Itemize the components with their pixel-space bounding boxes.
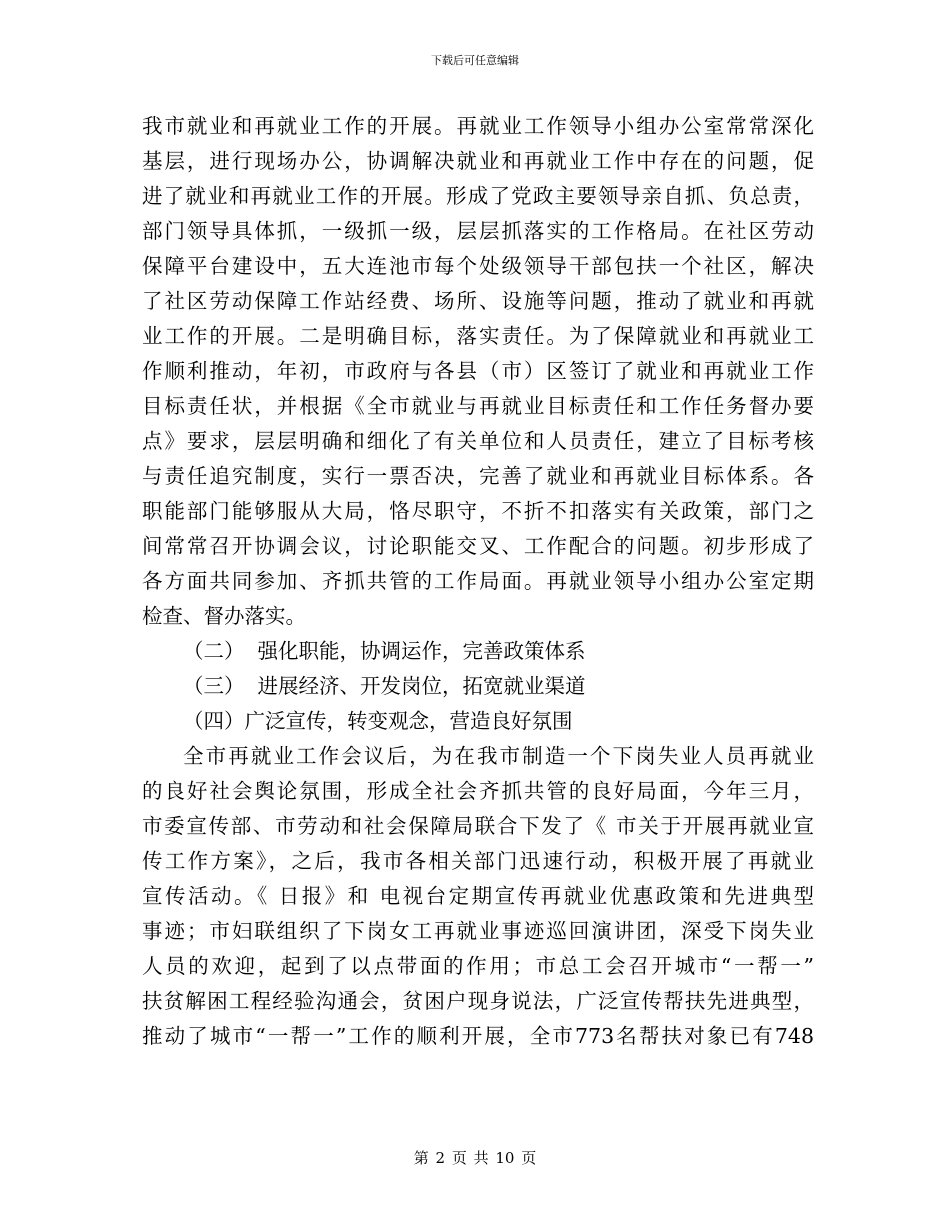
text-line: 的良好社会舆论氛围，形成全社会齐抓共管的良好局面，今年三月，	[142, 779, 814, 803]
page-header: 下载后可任意编辑	[431, 54, 519, 67]
document-body	[142, 109, 814, 1054]
text-line: 事迹；市妇联组织了下岗女工再就业事迹巡回演讲团，深受下岗失业	[142, 919, 814, 943]
text-line: 宣传活动。《 日报》和 电视台定期宣传再就业优惠政策和先进典型	[142, 884, 814, 908]
text-line: 业工作的开展。二是明确目标，落实责任。为了保障就业和再就业工	[142, 324, 814, 348]
text-line: 传工作方案》，之后，我市各相关部门迅速行动，积极开展了再就业	[142, 849, 814, 873]
text-line: 了社区劳动保障工作站经费、场所、设施等问题，推动了就业和再就	[142, 289, 814, 313]
section-heading-4: （四）广泛宣传，转变观念，营造良好氛围	[183, 709, 573, 733]
text-line: 作顺利推动，年初，市政府与各县（市）区签订了就业和再就业工作	[142, 359, 814, 383]
text-line: 基层，进行现场办公，协调解决就业和再就业工作中存在的问题，促	[142, 149, 814, 173]
text-line: 职能部门能够服从大局，恪尽职守，不折不扣落实有关政策，部门之	[142, 499, 814, 523]
text-line: 全市再就业工作会议后，为在我市制造一个下岗失业人员再就业	[183, 744, 814, 768]
paragraph-2	[142, 739, 814, 1054]
text-line: 检查、督办落实。	[142, 604, 306, 628]
paragraph-1	[142, 109, 814, 634]
text-line: 保障平台建设中，五大连池市每个处级领导干部包扶一个社区，解决	[142, 254, 814, 278]
section-heading-3: （三） 进展经济、开发岗位，拓宽就业渠道	[183, 674, 586, 698]
text-line: 点》要求，层层明确和细化了有关单位和人员责任，建立了目标考核	[142, 429, 814, 453]
text-line: 进了就业和再就业工作的开展。形成了党政主要领导亲自抓、负总责，	[142, 184, 814, 208]
section-heading-2: （二） 强化职能，协调运作，完善政策体系	[183, 639, 586, 663]
text-line: 市委宣传部、市劳动和社会保障局联合下发了《 市关于开展再就业宣	[142, 814, 814, 838]
text-line: 人员的欢迎，起到了以点带面的作用；市总工会召开城市“一帮一”	[142, 954, 814, 978]
text-line: 与责任追究制度，实行一票否决，完善了就业和再就业目标体系。各	[142, 464, 814, 488]
text-line: 推动了城市“一帮一”工作的顺利开展，全市773名帮扶对象已有748	[142, 1024, 814, 1048]
text-line: 各方面共同参加、齐抓共管的工作局面。再就业领导小组办公室定期	[142, 569, 814, 593]
text-line: 目标责任状，并根据《全市就业与再就业目标责任和工作任务督办要	[142, 394, 814, 418]
text-line: 扶贫解困工程经验沟通会，贫困户现身说法，广泛宣传帮扶先进典型，	[142, 989, 814, 1013]
text-line: 部门领导具体抓，一级抓一级，层层抓落实的工作格局。在社区劳动	[142, 219, 814, 243]
text-line: 我市就业和再就业工作的开展。再就业工作领导小组办公室常常深化	[142, 114, 814, 138]
page-footer: 第 2 页 共 10 页	[413, 1149, 537, 1167]
text-line: 间常常召开协调会议，讨论职能交叉、工作配合的问题。初步形成了	[142, 534, 814, 558]
